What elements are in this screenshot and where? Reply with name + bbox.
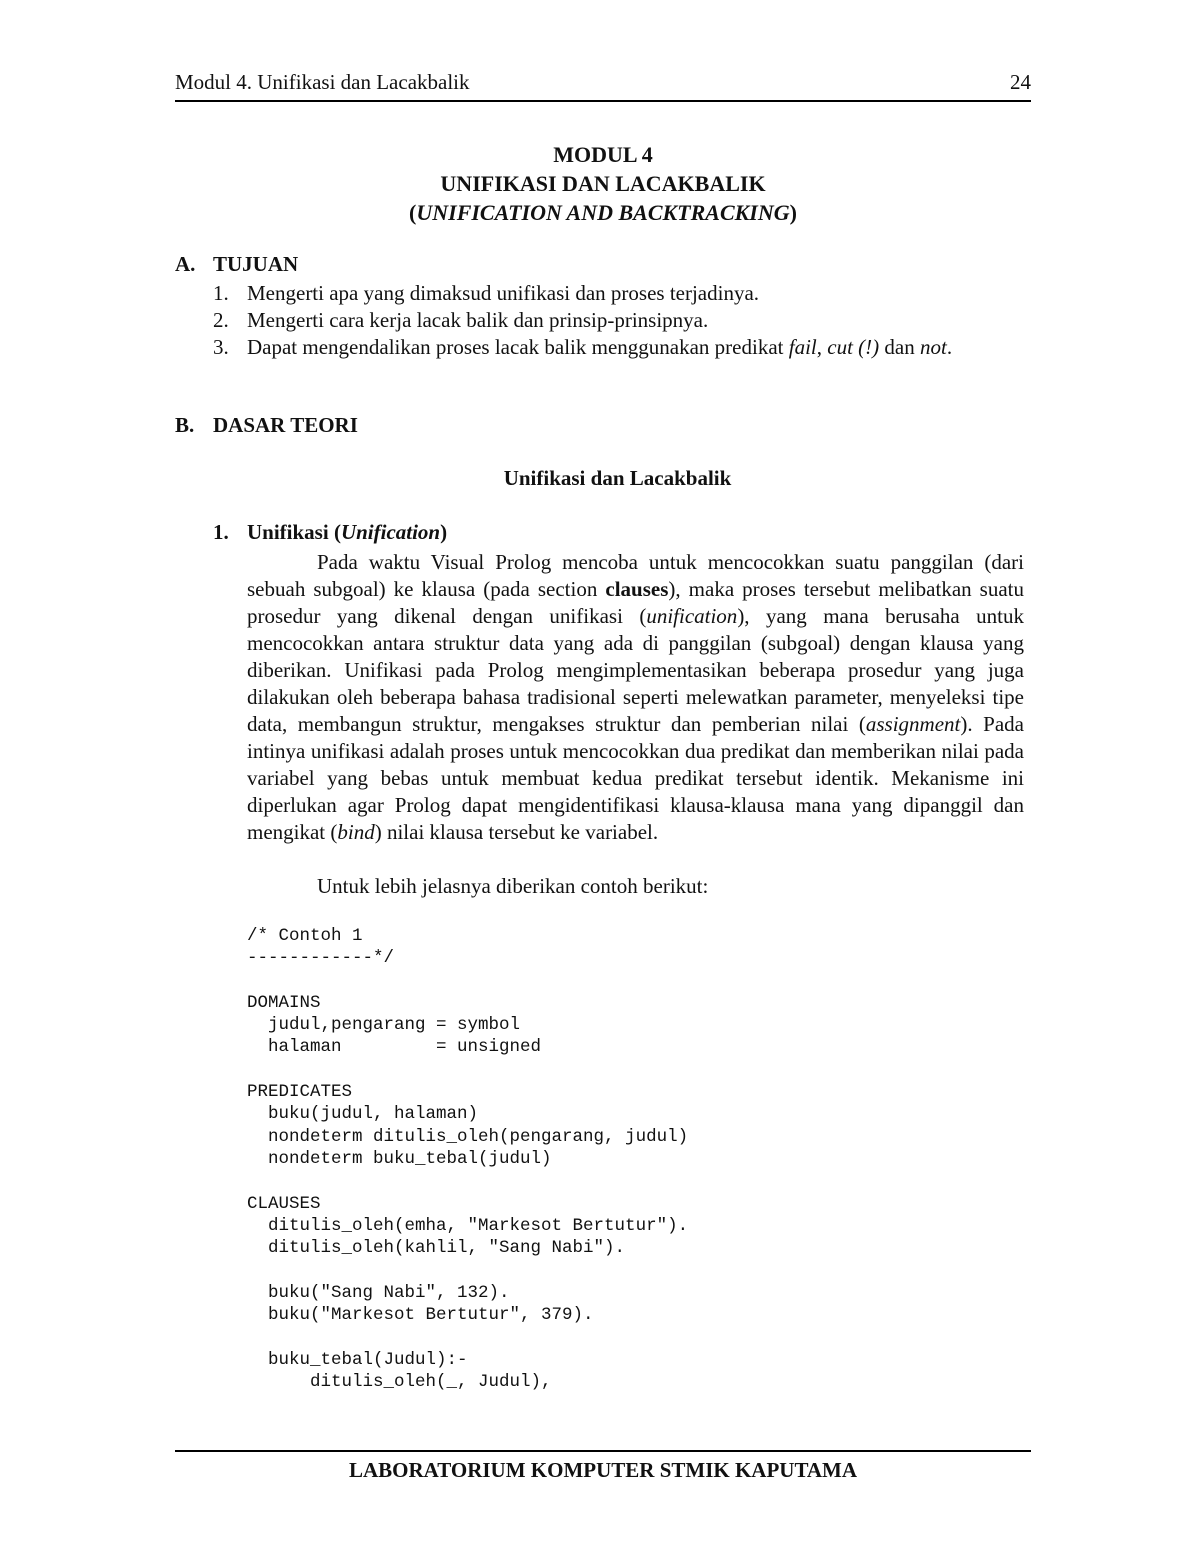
item-text: Mengerti apa yang dimaksud unifikasi dan proses terjadinya. <box>247 281 760 305</box>
item-number: 2. <box>213 308 229 332</box>
emphasis: fail <box>788 335 817 359</box>
subsection-title: Unifikasi dan Lacakbalik <box>503 466 732 490</box>
footer-divider <box>175 1450 1031 1452</box>
subheading-italic: Unification <box>340 520 441 544</box>
text-run: dan <box>879 335 920 359</box>
module-english-name <box>175 198 1031 227</box>
module-title <box>175 140 1031 227</box>
running-header <box>175 70 1031 102</box>
page-number: 24 <box>1010 70 1031 94</box>
goals-list <box>213 280 1031 361</box>
section-b-heading <box>175 413 358 438</box>
emphasis: assignment <box>865 712 961 736</box>
text-run: ). Pada intinya unifikasi adalah proses untuk mencocokkan dua predikat dan memberikan nilai pada variabel yang bebas untuk membuat kedua predikat tersebut identik. Mekanisme ini diperlukan agar Prolog dapat mengidentifikasi klausa-klausa mana yang dipanggil dan mengikat ( <box>247 712 1024 844</box>
paren-open: ( <box>409 200 417 225</box>
module-number: MODUL 4 <box>553 142 653 167</box>
emphasis: cut (!) <box>827 335 880 359</box>
item-text: Mengerti cara kerja lacak balik dan prinsip-prinsipnya. <box>247 308 709 332</box>
text-run: ) nilai klausa tersebut ke variabel. <box>374 820 659 844</box>
paragraph-example-intro: Untuk lebih jelasnya diberikan contoh berikut: <box>317 874 709 898</box>
code-example: /* Contoh 1 ------------*/ DOMAINS judul,pengarang = symbol halaman = unsigned PREDICATES buku(judul, halaman) nondeterm ditulis_oleh(pengarang, judul) nondeterm buku_tebal(judul) CLAUSES ditulis_oleh(emha, "Markesot Bertutur"). ditulis_oleh(kahlil, "Sang Nabi"). buku("Sang Nabi", 132). buku("Markesot Bertutur", 379). buku_tebal(Judul):- ditulis_oleh(_, Judul), <box>247 926 689 1392</box>
module-name: UNIFIKASI DAN LACAKBALIK <box>440 171 766 196</box>
paren-close: ) <box>789 200 797 225</box>
text-run: Pada waktu Visual Prolog mencoba untuk mencocokkan suatu panggilan (dari sebuah subgoal) ke klausa (pada section <box>247 550 1024 601</box>
paragraph-unification <box>247 549 1024 846</box>
subheading-unification <box>213 520 447 545</box>
item-number: 3. <box>213 335 229 359</box>
item-number: 1. <box>213 281 229 305</box>
list-item <box>213 307 1031 334</box>
section-title: TUJUAN <box>213 252 299 276</box>
section-letter: A. <box>175 252 196 276</box>
text-run: ), maka proses tersebut melibatkan suatu prosedur yang dikenal dengan unifikasi ( <box>247 577 1025 628</box>
text-run: ), yang mana berusaha untuk mencocokkan antara struktur data yang ada di panggilan (subgoal) dengan klausa yang diberikan. Unifikasi pada Prolog mengimplementasikan beberapa prosedur yang juga dilakukan oleh beberapa bahasa tradisional seperti melewatkan parameter, menyeleksi tipe data, membangun struktur, mengakses struktur dan pemberian nilai ( <box>247 604 1024 736</box>
english-title: UNIFICATION AND BACKTRACKING <box>416 200 790 225</box>
text-run: . <box>946 335 953 359</box>
section-letter: B. <box>175 413 195 437</box>
emphasis: bind <box>337 820 375 844</box>
section-a-heading <box>175 252 298 277</box>
item-text <box>247 334 1031 361</box>
emphasis: unification <box>646 604 738 628</box>
emphasis: not <box>919 335 947 359</box>
section-title: DASAR TEORI <box>213 413 358 437</box>
running-title: Modul 4. Unifikasi dan Lacakbalik <box>175 70 470 94</box>
list-item <box>213 280 1031 307</box>
subheading-label: Unifikasi ( <box>247 520 341 544</box>
list-item <box>213 334 1031 361</box>
paren-close: ) <box>440 520 448 544</box>
subheading-number: 1. <box>213 520 229 544</box>
text-run: , <box>816 335 828 359</box>
footer-text: LABORATORIUM KOMPUTER STMIK KAPUTAMA <box>348 1458 858 1482</box>
keyword-clauses: clauses <box>605 577 669 601</box>
text-run: Dapat mengendalikan proses lacak balik menggunakan predikat <box>247 335 789 359</box>
